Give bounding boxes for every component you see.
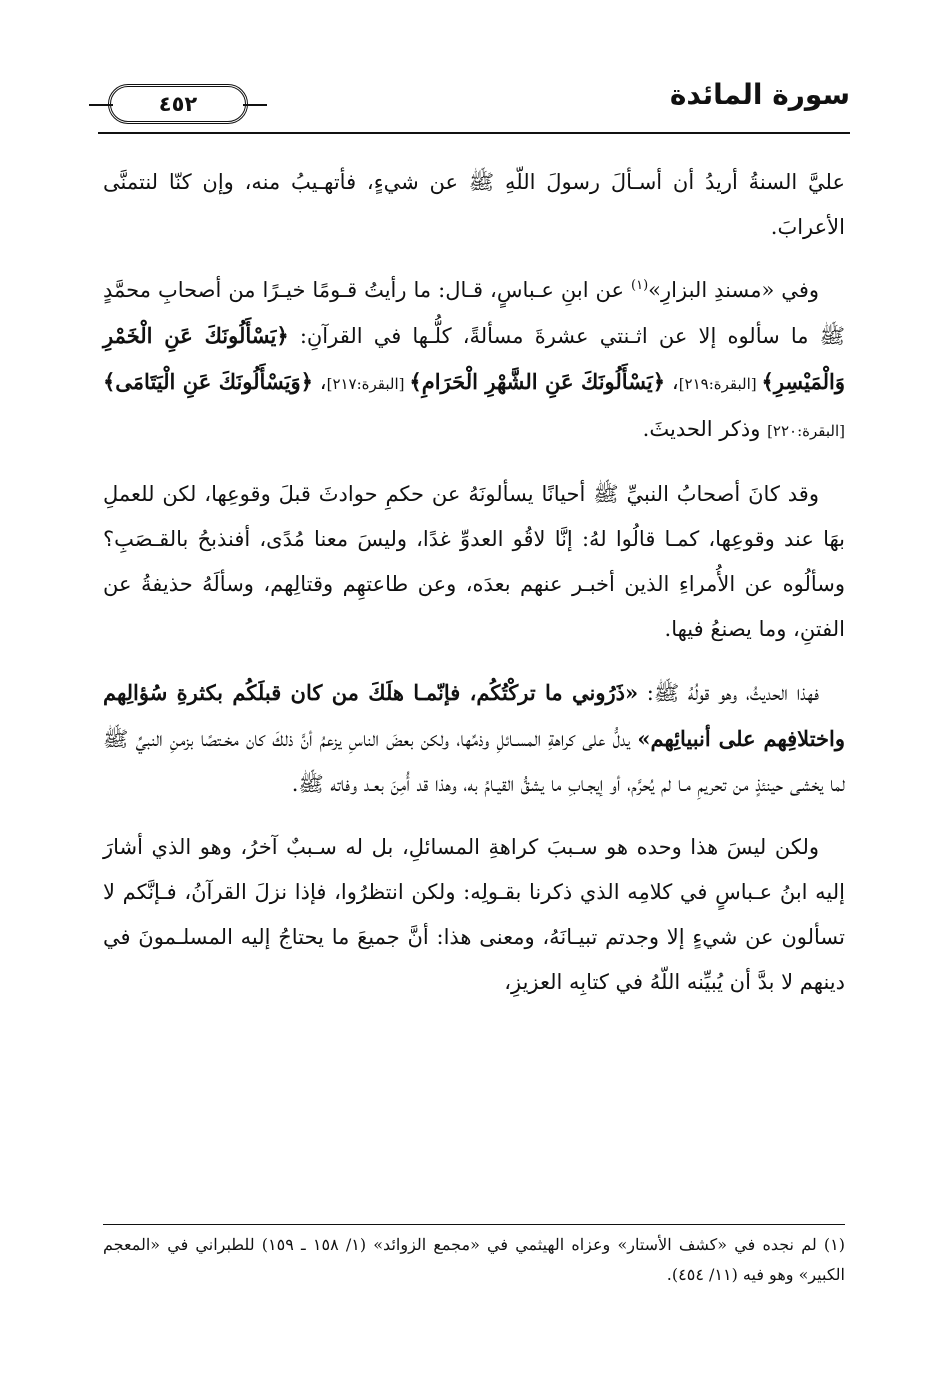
paragraph-3: وقد كانَ أصحابُ النبيِّ ﷺ أحيانًا يسألونَهُ عن حكمِ حوادثَ قبلَ وقوعِها، لكن للعملِ بهَا عند وقوعِها، كمـا قالُوا لهُ: إنَّا لاقُو العدوِّ غدًا، وليسَ معنا مُدًى، أفنذبحُ بالقـصَبِ؟ وسألُوه عن الأُمراءِ الذين أخبـر عنهم بعدَه، وعن طاعتهِم وقتالِهم، وسألَهُ حذيفةُ عن الفتنِ، وما يصنعُ فيها. [103,482,845,641]
paragraph-2-text: عن ابنِ عـباسٍ، قـال: ما رأيتُ قـومًا خيـرًا من أصحابِ محمَّدٍ ﷺ ما سألوه إلا عن اثـنتي عشرةَ مسألةً، كلُّـها في القرآنِ: [103,278,845,348]
paragraph-2-intro: وفي «مسندِ البزارِ» [648,278,819,302]
main-text [103,160,845,1023]
verse-ref-1: [البقرة:٢١٩] [678,375,762,393]
hadith-quote: «ذَرُوني ما تركْتُكُم، فإنّمـا هلَكَ من كان قبلَكُم بكثرةِ سُؤالِهم واختلافِهم على أنبيائِهم» [103,680,845,751]
paragraph-1: عليَّ السنةُ أريدُ أن أسـألَ رسولَ اللّهِ ﷺ عن شيءٍ، فأتهـيبُ منه، وإن كنّا لنتمنَّى الأعرابَ. [103,170,845,239]
page-header [98,78,850,136]
footnote-1: (١) لم نجده في «كشف الأستار» وعزاه الهيثمي في «مجمع الزوائد» (١/ ١٥٨ ـ ١٥٩) للطبراني في «المعجم الكبير» وهو فيه (١١/ ٤٥٤). [103,1235,845,1284]
paragraph-4 [103,670,845,807]
paragraph-4-intro: فهذا الحديثُ، وهو قولُهُ ﷺ: [638,681,819,705]
footnote-separator [103,1224,845,1225]
header-rule [98,132,850,134]
paragraph-4-text: يدلُّ على كراهةِ المسـائلِ وذمِّها، ولكن بعضَ الناسِ يزعمُ أنَّ ذلكَ كان مخـتصًا بزمنِ النبيِّ ﷺ لما يخشى حينئذٍ من تحريمِ مـا لم يُحرَّم، أو إيجـابِ ما يشقُّ القيـامُ به، وهذا قد أُمِنَ بعـد وفاته ﷺ. [103,727,845,796]
page-number: ٤٥٢ [158,92,198,116]
surah-title: سورة المائدة [669,78,850,111]
paragraph-5: ولكن ليسَ هذا وحده هو سـببَ كراهةِ المسائلِ، بل له سـببٌ آخرُ، وهو الذي أشارَ إليه ابنُ عـباسٍ في كلامِه الذي ذكرنا بقـولِه: ولكن انتظرُوا، فإذا نزلَ القرآنُ، فـإنَّكم لا تسألون عن شيءٍ إلا وجدتم تبيـانَهُ، ومعنى هذا: أنَّ جميعَ ما يحتاجُ إليه المسلـمونَ في دينهم لا بدَّ أن يُبيِّنه اللّهُ في كتابِه العزيزِ، [103,835,845,994]
footnotes [103,1230,845,1290]
verse-ref-2: [البقرة:٢١٧] [326,375,410,393]
paragraph-2-end: وذكر الحديثَ. [642,417,768,441]
page-number-badge [108,84,248,124]
separator: ، [665,370,679,394]
separator: ، [312,370,327,394]
verse-ref-3: [البقرة:٢٢٠] [767,422,845,440]
paragraph-2 [103,268,845,454]
footnote-marker[interactable]: (١) [631,278,649,293]
quran-verse-2: ﴿يَسْأَلُونَكَ عَنِ الشَّهْرِ الْحَرَامِ﴾ [409,369,666,394]
quran-verse-1: ﴿يَسْأَلُونَكَ عَنِ الْخَمْرِ وَالْمَيْسِرِ﴾ [103,323,845,394]
quran-verse-3: ﴿وَيَسْأَلُونَكَ عَنِ الْيَتَامَى﴾ [103,369,313,394]
